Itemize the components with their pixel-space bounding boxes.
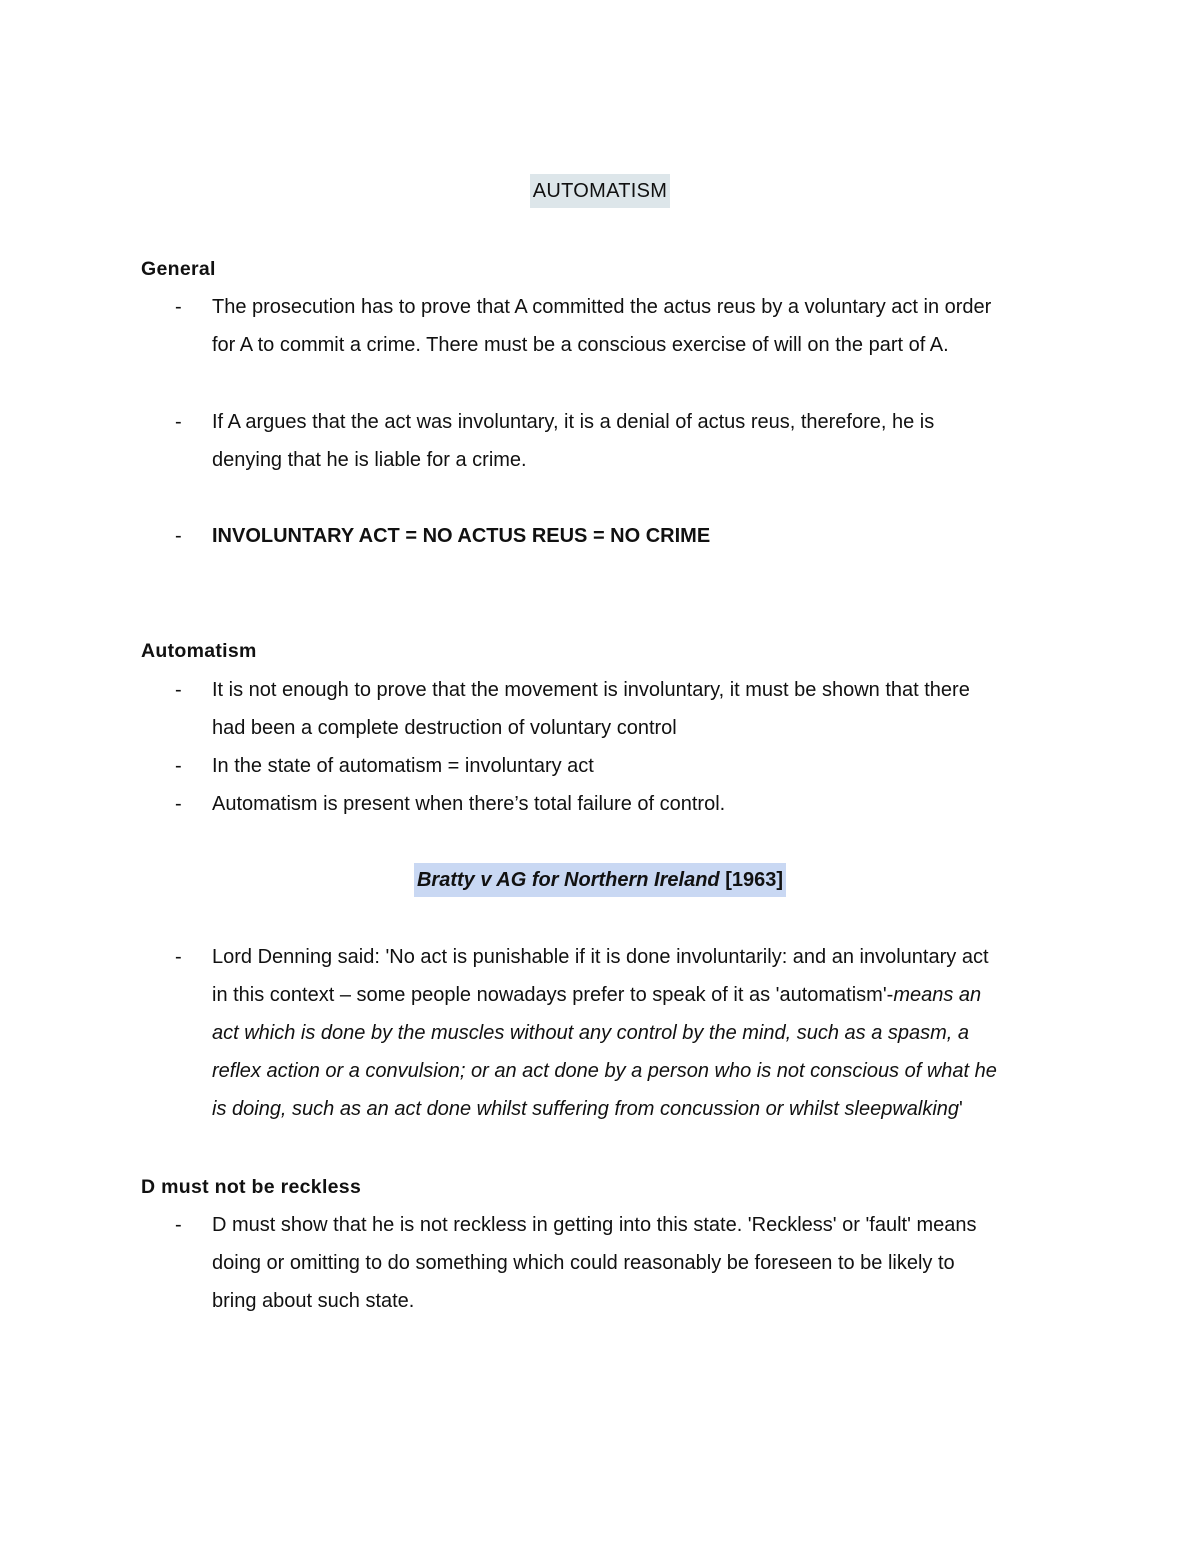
list-item-text: D must show that he is not reckless in getting into this state. 'Reckless' or 'fault' means: [212, 1214, 977, 1236]
case-name: Bratty v AG for Northern Ireland: [416, 869, 720, 891]
list-item-text: for A to commit a crime. There must be a conscious exercise of will on the part of A.: [212, 334, 949, 356]
list-item-reckless-1: [141, 1206, 1071, 1320]
quote-line: act which is done by the muscles without any control by the mind, such as a spasm, a: [212, 1022, 970, 1044]
list-item-text: Automatism is present when there’s total failure of control.: [212, 793, 726, 815]
bullet-dash: -: [175, 793, 182, 815]
quote-italic-text: is doing, such as an act done whilst suffering from concussion or whilst sleepwalking: [212, 1098, 960, 1120]
page-title: AUTOMATISM: [530, 174, 670, 208]
case-year: [1963]: [725, 869, 783, 891]
bullet-dash: -: [175, 679, 182, 701]
quote-plain-text: ': [959, 1098, 963, 1120]
quote-italic-text: means an: [893, 984, 982, 1006]
bullet-dash: -: [175, 755, 182, 777]
case-citation: [414, 863, 786, 897]
list-item-text: The prosecution has to prove that A committed the actus reus by a voluntary act in order: [212, 296, 992, 318]
bullet-dash: -: [175, 296, 182, 318]
heading-reckless: D must not be reckless: [141, 1176, 362, 1198]
list-item-general-3: [141, 517, 1071, 555]
list-item-automatism-1: [141, 671, 1071, 747]
list-item-text: bring about such state.: [212, 1290, 415, 1312]
bullet-dash: -: [175, 411, 182, 433]
list-item-text: INVOLUNTARY ACT = NO ACTUS REUS = NO CRIME: [212, 525, 711, 547]
bullet-dash: -: [175, 1214, 182, 1236]
list-item-general-2: [141, 403, 1071, 479]
list-item-text: It is not enough to prove that the movement is involuntary, it must be shown that there: [212, 679, 970, 701]
list-item-general-1: [141, 288, 1071, 364]
list-item-text: If A argues that the act was involuntary, it is a denial of actus reus, therefore, he is: [212, 411, 935, 433]
list-item-text: doing or omitting to do something which could reasonably be foreseen to be likely to: [212, 1252, 955, 1274]
title-container: [0, 172, 1200, 210]
heading-automatism: Automatism: [141, 640, 257, 662]
quote-line: reflex action or a convulsion; or an act done by a person who is not conscious of what he: [212, 1060, 997, 1082]
quote-line: [212, 1090, 1071, 1128]
list-item-text: In the state of automatism = involuntary act: [212, 755, 594, 777]
bullet-dash: -: [175, 946, 182, 968]
list-item-automatism-2: [141, 747, 1071, 785]
quote-line: [212, 976, 1071, 1014]
list-item-denning-quote: [141, 938, 1071, 1128]
quote-plain-text: in this context – some people nowadays prefer to speak of it as 'automatism'-: [212, 984, 894, 1006]
list-item-text: had been a complete destruction of voluntary control: [212, 717, 677, 739]
case-heading-container: [0, 861, 1200, 899]
bullet-dash: -: [175, 525, 182, 547]
list-item-text: denying that he is liable for a crime.: [212, 449, 527, 471]
quote-line: Lord Denning said: 'No act is punishable if it is done involuntarily: and an involuntary act: [212, 946, 989, 968]
heading-general: General: [141, 258, 216, 280]
list-item-automatism-3: [141, 785, 1071, 823]
